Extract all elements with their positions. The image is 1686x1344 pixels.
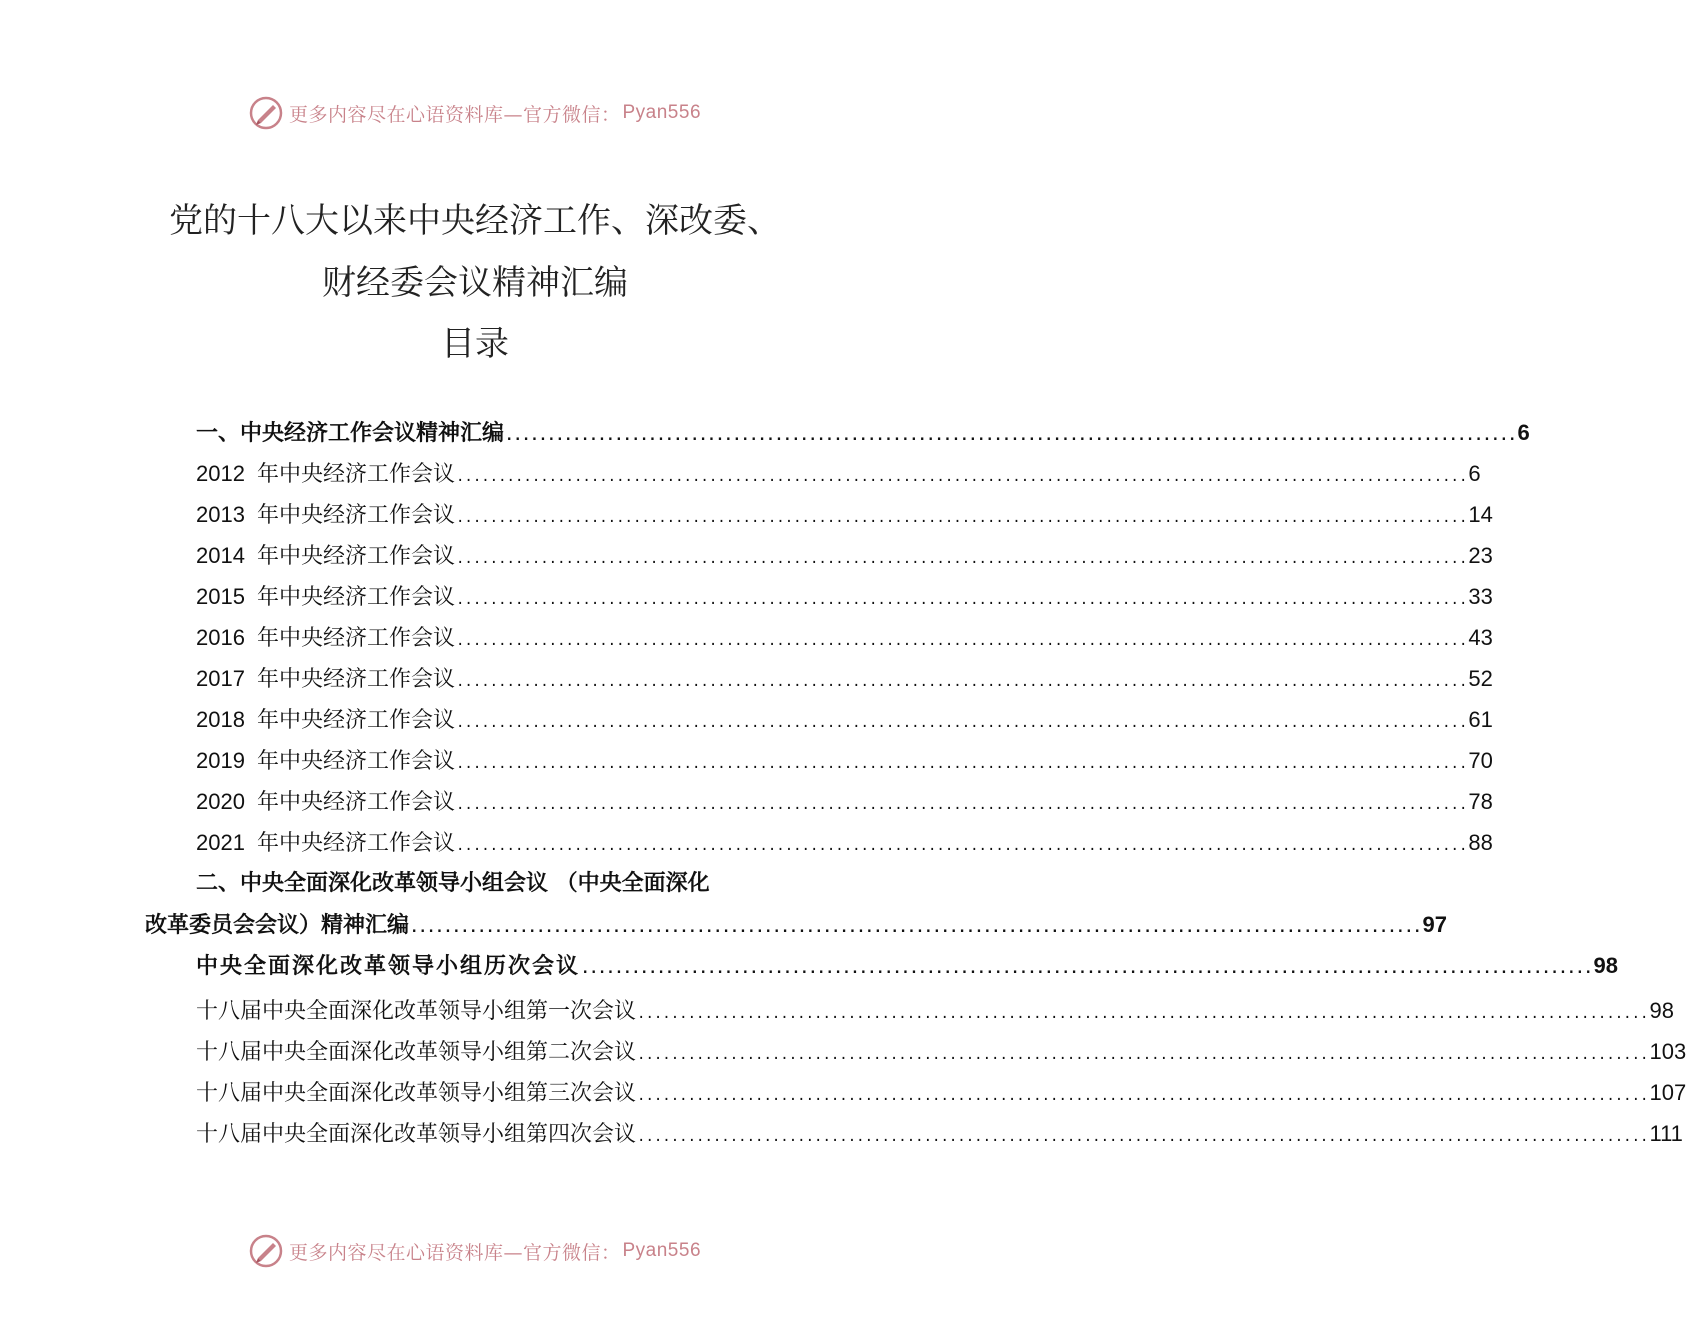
toc-leader: ........................................................................................................................ [455,674,1468,690]
toc-leader: ........................................................................................................................ [455,756,1468,772]
toc-item[interactable] [196,996,1674,1029]
toc-leader: ........................................................................................................................ [455,838,1468,854]
toc-item-label: 年中央经济工作会议 [256,462,455,487]
toc-item-year: 2014 [196,543,245,568]
toc-item[interactable] [196,664,1493,697]
toc-item-year: 2019 [196,748,245,773]
toc-item-label: 十八届中央全面深化改革领导小组第四次会议 [196,1122,637,1147]
toc-item-year: 2016 [196,625,245,650]
toc-page-number: 43 [1468,625,1493,650]
toc-page-number: 6 [1468,461,1481,486]
toc-page-number: 98 [1649,998,1674,1023]
toc-item-year: 2020 [196,789,245,814]
toc-page-number: 33 [1468,584,1493,609]
watermark-wechat: Pyan556 [622,1240,702,1261]
toc-item-label: 年中央经济工作会议 [256,708,455,733]
toc-item-label: 年中央经济工作会议 [256,790,455,815]
toc-leader: ........................................................................................................................ [637,1129,1649,1145]
toc-leader: ........................................................................................................................ [505,428,1517,444]
toc-section-2-line1[interactable]: 二、中央全面深化改革领导小组会议 （中央全面深化 [196,871,710,896]
pen-logo-icon [249,96,283,130]
toc-leader: ........................................................................................................................ [410,920,1422,936]
toc-item-label: 年中央经济工作会议 [256,503,455,528]
watermark-footer [0,1234,950,1268]
toc-page-number: 70 [1468,748,1493,773]
toc-item[interactable] [196,1078,1686,1111]
toc-item-label: 年中央经济工作会议 [256,749,455,774]
toc-section-label: 改革委员会会议）精神汇编 [145,913,410,938]
toc-leader: ........................................................................................................................ [637,1088,1649,1104]
toc-section-1[interactable] [196,418,1530,451]
toc-item-year: 2015 [196,584,245,609]
toc-item[interactable] [196,459,1481,492]
toc-page-number: 88 [1468,830,1493,855]
toc-leader: ........................................................................................................................ [455,715,1468,731]
toc-leader: ........................................................................................................................ [455,633,1468,649]
toc-item[interactable] [196,541,1493,574]
toc-section-label: 一、中央经济工作会议精神汇编 [196,421,505,446]
toc-page-number: 52 [1468,666,1493,691]
watermark-wechat: Pyan556 [622,102,702,123]
toc-page-number: 14 [1468,502,1493,527]
toc-leader: ........................................................................................................................ [455,551,1468,567]
toc-item-label: 年中央经济工作会议 [256,667,455,692]
toc-item-label: 年中央经济工作会议 [256,831,455,856]
toc-page-number: 111 [1649,1121,1683,1146]
toc-heading: 目录 [441,324,509,364]
toc-page-number: 103 [1649,1039,1686,1064]
toc-item-label: 年中央经济工作会议 [256,626,455,651]
toc-item[interactable] [196,1037,1686,1070]
toc-item[interactable] [196,1119,1683,1152]
toc-item-year: 2017 [196,666,245,691]
toc-item[interactable] [196,787,1493,820]
toc-subsection[interactable] [196,951,1618,984]
document-title-line1: 党的十八大以来中央经济工作、深改委、 [169,201,781,241]
toc-item-label: 年中央经济工作会议 [256,585,455,610]
toc-item-year: 2021 [196,830,245,855]
toc-item[interactable] [196,500,1493,533]
document-title-line2: 财经委会议精神汇编 [322,263,628,303]
watermark-text: 更多内容尽在心语资料库—官方微信： [288,103,621,126]
toc-page-number: 6 [1517,420,1530,445]
toc-leader: ........................................................................................................................ [455,797,1468,813]
toc-page-number: 23 [1468,543,1493,568]
toc-item-label: 十八届中央全面深化改革领导小组第三次会议 [196,1081,637,1106]
toc-item-label: 十八届中央全面深化改革领导小组第一次会议 [196,999,637,1024]
toc-item[interactable] [196,828,1493,861]
toc-item[interactable] [196,705,1493,738]
toc-item[interactable] [196,623,1493,656]
toc-item-label: 年中央经济工作会议 [256,544,455,569]
toc-item-year: 2018 [196,707,245,732]
toc-section-2[interactable] [145,910,1447,943]
toc-leader: ........................................................................................................................ [581,961,1593,977]
pen-logo-icon [249,1234,283,1268]
toc-leader: ........................................................................................................................ [455,469,1468,485]
toc-subsection-label: 中央全面深化改革领导小组历次会议 [196,953,581,979]
toc-page-number: 78 [1468,789,1493,814]
toc-page-number: 97 [1422,912,1447,937]
toc-item-year: 2013 [196,502,245,527]
toc-leader: ........................................................................................................................ [637,1047,1649,1063]
watermark-text: 更多内容尽在心语资料库—官方微信： [288,1241,621,1264]
toc-item[interactable] [196,582,1493,615]
watermark-header [0,96,950,130]
toc-item[interactable] [196,746,1493,779]
toc-leader: ........................................................................................................................ [637,1006,1649,1022]
toc-page-number: 61 [1468,707,1493,732]
toc-item-label: 十八届中央全面深化改革领导小组第二次会议 [196,1040,637,1065]
toc-leader: ........................................................................................................................ [455,510,1468,526]
toc-leader: ........................................................................................................................ [455,592,1468,608]
toc-item-year: 2012 [196,461,245,486]
toc-page-number: 98 [1593,953,1618,978]
toc-page-number: 107 [1649,1080,1686,1105]
